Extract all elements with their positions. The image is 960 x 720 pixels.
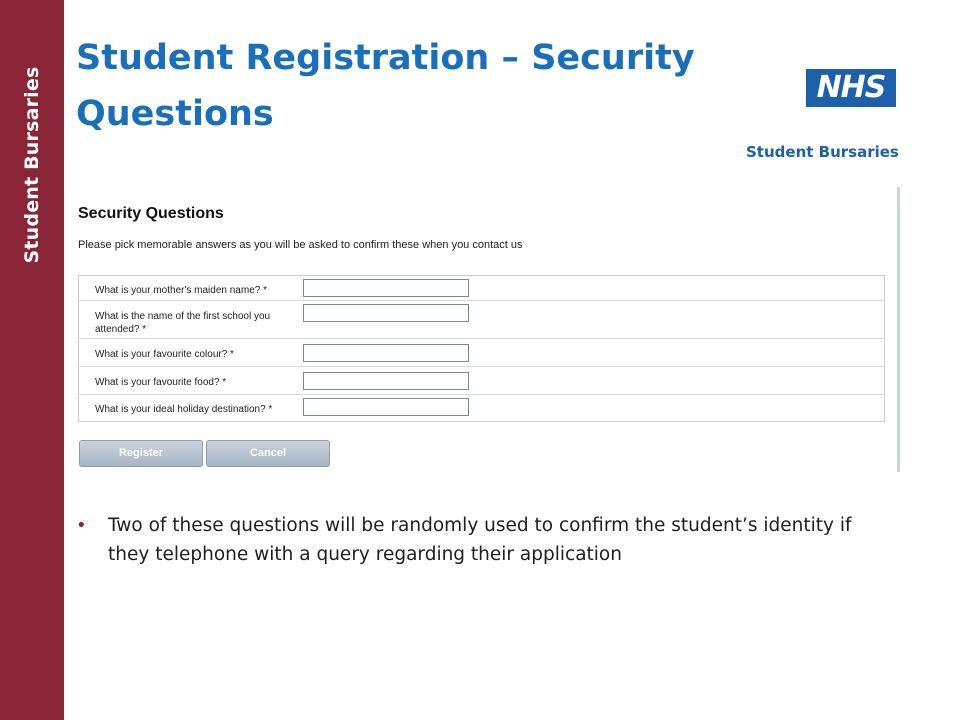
question-label: What is your favourite food? * — [95, 377, 227, 388]
question-label: What is your ideal holiday destination? * — [95, 404, 273, 415]
question-label: What is your mother's maiden name? * — [95, 285, 267, 296]
bullet-item — [76, 511, 896, 569]
question-row — [79, 367, 884, 395]
mothers-maiden-name-input[interactable] — [303, 279, 469, 297]
form-instruction: Please pick memorable answers as you will be asked to confirm these when you contact us — [78, 239, 523, 251]
question-row — [79, 276, 884, 301]
question-row — [79, 301, 884, 339]
question-label: What is the name of the first school you attended? * — [95, 311, 271, 335]
first-school-input[interactable] — [303, 304, 469, 322]
nhs-logo: NHS — [806, 69, 896, 107]
logo-subtitle: Student Bursaries — [746, 143, 899, 161]
register-button[interactable]: Register — [79, 440, 203, 467]
holiday-destination-input[interactable] — [303, 398, 469, 416]
security-questions-screenshot — [66, 187, 900, 472]
question-row — [79, 339, 884, 367]
bullet-dot-icon: • — [76, 515, 87, 536]
favourite-colour-input[interactable] — [303, 344, 469, 362]
cancel-button[interactable]: Cancel — [206, 440, 330, 467]
sidebar-label: Student Bursaries — [21, 66, 43, 264]
questions-table — [78, 275, 885, 422]
sidebar-band — [0, 0, 64, 720]
bullet-text: Two of these questions will be randomly used to confirm the student’s identity if they telephone with a query regarding their application — [108, 515, 852, 565]
slide-title: Student Registration – Security Questions — [76, 38, 695, 134]
bullet-list — [76, 511, 896, 569]
favourite-food-input[interactable] — [303, 372, 469, 390]
question-row — [79, 395, 884, 421]
form-heading: Security Questions — [78, 205, 224, 222]
question-label: What is your favourite colour? * — [95, 349, 234, 360]
